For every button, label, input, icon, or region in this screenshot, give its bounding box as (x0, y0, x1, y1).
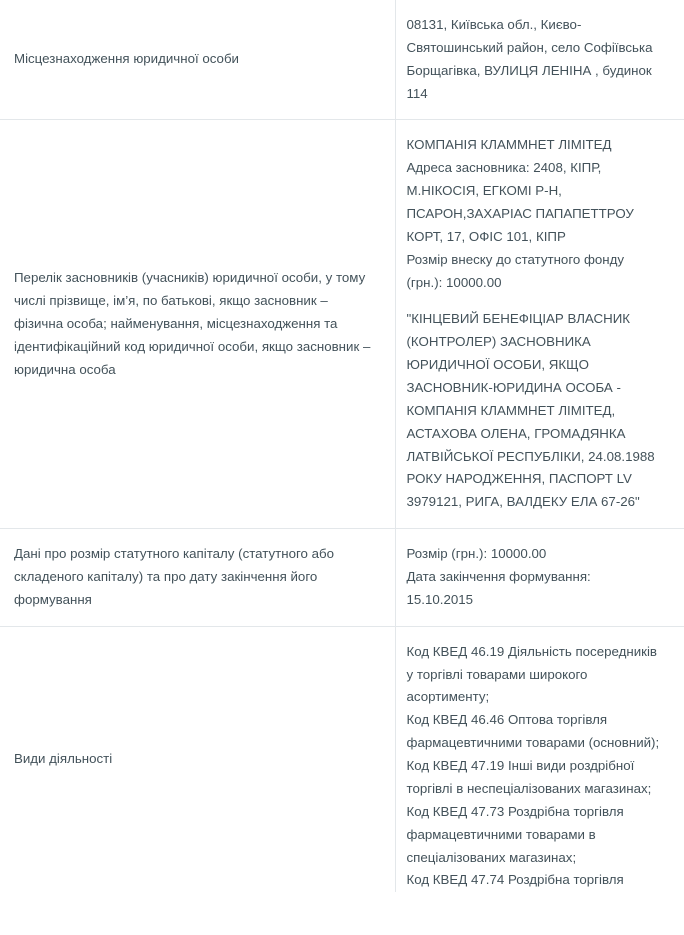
value-line: фармацевтичними товарами (основний); (406, 735, 660, 751)
value-lines (407, 14, 673, 105)
value-line: РОКУ НАРОДЖЕННЯ, ПАСПОРТ LV (406, 471, 632, 487)
value-line: Код КВЕД 47.73 Роздрібна торгівля (406, 803, 624, 819)
value-line: ЗАСНОВНИК-ЮРИДИНА ОСОБА - (406, 380, 621, 396)
value-line: М.НІКОСІЯ, ЕГКОМІ Р-Н, (406, 183, 562, 199)
value-spacer (407, 294, 673, 308)
value-line: Код КВЕД 47.74 Роздрібна торгівля (406, 872, 624, 888)
row-value-activities (395, 626, 684, 892)
row-value-founders (395, 120, 684, 529)
value-line: у торгівлі товарами широкого (406, 666, 588, 682)
value-line: Святошинський район, село Софіївська (406, 39, 653, 55)
value-line: ЮРИДИЧНОЇ ОСОБИ, ЯКЩО (406, 357, 589, 373)
table-row (0, 529, 684, 627)
table-row (0, 120, 684, 529)
value-lines (407, 134, 673, 514)
row-value-location (395, 0, 684, 120)
value-line: КОРТ, 17, ОФІС 101, КІПР (406, 228, 566, 244)
value-line: Борщагівка, ВУЛИЦЯ ЛЕНІНА , будинок (406, 62, 652, 78)
value-line: АСТАХОВА ОЛЕНА, ГРОМАДЯНКА (406, 425, 626, 441)
value-line: ПСАРОН,ЗАХАРІАС ПАПАПЕТТРОУ (406, 206, 634, 222)
value-line: Розмір (грн.): 10000.00 (406, 546, 547, 562)
value-line: 08131, Київська обл., Києво- (406, 17, 582, 32)
value-line: ЛАТВІЙСЬКОЇ РЕСПУБЛІКИ, 24.08.1988 (406, 448, 655, 464)
value-line: КОМПАНІЯ КЛАММНЕТ ЛІМІТЕД, (406, 402, 616, 418)
value-line: "КІНЦЕВИЙ БЕНЕФІЦІАР ВЛАСНИК (406, 311, 631, 327)
value-line: (КОНТРОЛЕР) ЗАСНОВНИКА (406, 334, 591, 350)
row-label-capital (0, 529, 395, 627)
value-line: Код КВЕД 47.19 Інші види роздрібної (406, 758, 635, 774)
label-text: Види діяльності (14, 751, 113, 767)
value-line: Розмір внеску до статутного фонду (406, 251, 625, 267)
value-line: (грн.): 10000.00 (406, 274, 502, 290)
value-line: асортименту; (406, 689, 490, 705)
label-text: Місцезнаходження юридичної особи (14, 51, 239, 67)
value-line: Код КВЕД 46.19 Діяльність посередників (406, 643, 657, 659)
value-lines (407, 641, 673, 892)
value-line: спеціалізованих магазинах; (406, 849, 577, 865)
value-line: фармацевтичними товарами в (406, 826, 596, 842)
value-line: Дата закінчення формування: (406, 569, 591, 585)
label-text: Дані про розмір статутного капіталу (статутного або складеного капіталу) та про дату закінчення його формування (14, 546, 335, 607)
row-value-capital (395, 529, 684, 627)
value-line: 15.10.2015 (406, 591, 474, 607)
table-row (0, 0, 684, 120)
value-line: торгівлі в неспеціалізованих магазинах; (406, 780, 652, 796)
value-line: 3979121, РИГА, ВАЛДЕКУ ЕЛА 67-26" (406, 494, 640, 510)
value-line: КОМПАНІЯ КЛАММНЕТ ЛІМІТЕД (406, 137, 612, 153)
row-label-location (0, 0, 395, 120)
row-label-activities (0, 626, 395, 892)
table-row (0, 626, 684, 892)
row-label-founders (0, 120, 395, 529)
value-lines (407, 543, 673, 612)
value-line: Адреса засновника: 2408, КІПР, (406, 160, 602, 176)
value-line: 114 (406, 85, 428, 101)
label-text: Перелік засновників (учасників) юридичної особи, у тому числі прізвище, ім’я, по батькові, якщо засновник – фізична особа; найменування, місцезнаходження та ідентифікаційний код юридичної особи, якщо засновник – юридична особа (14, 270, 371, 377)
value-line: Код КВЕД 46.46 Оптова торгівля (406, 712, 608, 728)
